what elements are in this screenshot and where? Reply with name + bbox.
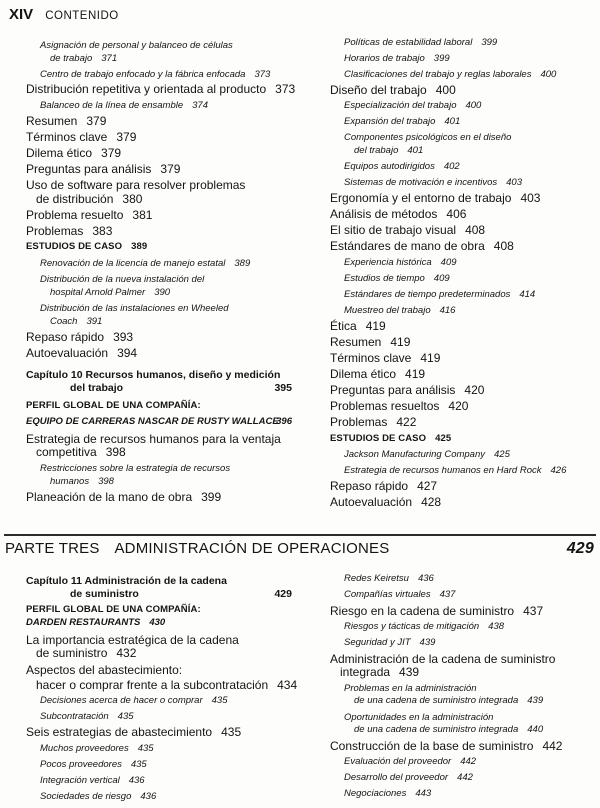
toc-entry-text: Experiencia histórica [344,257,432,268]
toc-entry [26,115,292,127]
toc-entry-page: 435 [137,743,154,754]
toc-entry-text: Problema resuelto [26,208,124,222]
toc-entry-text: Planeación de la mano de obra [26,490,193,504]
toc-entry [26,791,292,803]
toc-column-bottom-right [330,573,588,805]
toc-entry-page: 432 [116,646,137,660]
toc-entry [330,336,588,348]
toc-entry-text: Horarios de trabajo [344,53,425,64]
toc-entry-text: Integración vertical [40,775,120,786]
toc-entry-text: Ergonomía y el entorno de trabajo [330,191,512,205]
toc-entry-text: ESTUDIOS DE CASO [26,241,123,252]
toc-entry-page: 389 [234,258,251,269]
toc-entry-text: Estudios de tiempo [344,273,425,284]
toc-entry-page: 437 [439,589,456,600]
toc-entry-text: Autoevaluación [26,346,109,360]
toc-entry [26,604,292,616]
toc-entry [26,617,292,629]
toc-entry-page: 439 [419,637,436,648]
toc-entry-text: de suministro [36,646,108,660]
toc-entry [330,496,588,508]
toc-entry [330,465,588,477]
toc-entry-page: 420 [448,399,469,413]
toc-entry-page: 383 [92,224,113,238]
toc-entry-page: 419 [365,319,386,333]
toc-entry-text: Centro de trabajo enfocado y la fábrica enfocada [40,69,246,80]
toc-entry-text: ESTUDIOS DE CASO [330,433,427,444]
toc-entry [26,759,292,771]
toc-entry-text: Distribución de la nueva instalación del [40,274,205,285]
toc-entry [330,37,588,49]
toc-entry [26,82,296,96]
toc-entry-page: 379 [116,130,137,144]
toc-entry-text: del trabajo [354,145,399,156]
toc-entry-text: Subcontratación [40,711,109,722]
toc-entry [330,116,588,128]
toc-entry-text: Capítulo 10 Recursos humanos, diseño y medición [26,369,281,381]
toc-entry-page: 400 [465,100,482,111]
toc-entry-page: 437 [523,604,544,618]
toc-entry-text: Negociaciones [344,788,407,799]
toc-entry-page: 439 [399,665,420,679]
toc-entry-page: 380 [122,192,143,206]
toc-entry-text: Equipos autodirigidos [344,161,435,172]
toc-entry-text: Riesgos y tácticas de mitigación [344,621,480,632]
toc-entry-text: Términos clave [330,351,412,365]
toc-entry-text: Renovación de la licencia de manejo estatal [40,258,226,269]
toc-entry [330,605,588,617]
toc-column-bottom-left [26,573,298,805]
toc-entry [26,163,292,175]
toc-entry-text: Sistemas de motivación e incentivos [344,177,498,188]
toc-entry [26,726,292,738]
toc-entry-page: 430 [149,617,166,628]
part-label: PARTE TRES [5,540,100,557]
toc-entry-page: 389 [131,241,148,252]
toc-entry [330,683,588,695]
toc-entry-text: de trabajo [50,53,93,64]
toc-entry-page: 438 [488,621,505,632]
toc-entry-text: Jackson Manufacturing Company [344,449,485,460]
toc-entry-page: 409 [433,273,450,284]
toc-entry [330,161,588,173]
toc-entry [26,400,292,412]
toc-entry-text: Oportunidades en la administración [344,712,494,723]
toc-entry [26,678,298,692]
toc-entry-page: 435 [221,725,242,739]
toc-entry-text: Repaso rápido [330,479,409,493]
toc-entry-text: Restricciones sobre la estrategia de recursos [40,463,231,474]
toc-entry-page: 434 [277,678,298,692]
toc-entry-text: Capítulo 11 Administración de la cadena [26,575,227,587]
toc-entry-text: Muchos proveedores [40,743,129,754]
toc-entry-text: Seis estrategias de abastecimiento [26,725,213,739]
toc-entry [330,289,588,301]
toc-entry-page: 399 [481,37,498,48]
toc-entry-page: 436 [128,775,145,786]
toc-entry-page: 395 [274,382,292,394]
toc-entry-text: hacer o comprar frente a la subcontratación [36,678,269,692]
toc-entry-text: Políticas de estabilidad laboral [344,37,473,48]
toc-entry-text: competitiva [36,445,97,459]
toc-entry [26,446,292,458]
toc-entry-text: Clasificaciones del trabajo y reglas laborales [344,69,532,80]
toc-entry-text: PERFIL GLOBAL DE UNA COMPAÑÍA: [26,400,201,411]
toc-entry-text: Expansión del trabajo [344,116,436,127]
toc-entry-text: DARDEN RESTAURANTS [26,617,141,628]
toc-entry [330,240,588,252]
toc-entry [330,352,588,364]
toc-entry-text: Administración de la cadena de suministro [330,652,556,666]
toc-entry-page: 403 [520,191,541,205]
toc-entry-text: Estándares de mano de obra [330,239,485,253]
toc-entry-text: Decisiones acerca de hacer o comprar [40,695,203,706]
toc-entry-page: 419 [390,335,411,349]
toc-entry-page: 443 [415,788,432,799]
toc-entry-page: 436 [417,573,434,584]
toc-entry [26,695,292,707]
toc-entry [330,740,588,752]
toc-entry-page: 408 [465,223,486,237]
toc-entry [26,463,292,475]
toc-entry-text: Aspectos del abastecimiento: [26,663,183,677]
toc-entry-page: 373 [275,82,296,96]
toc-entry [26,209,292,221]
toc-entry-page: 400 [435,83,456,97]
toc-entry-page: 420 [464,383,485,397]
toc-entry-page: 419 [405,367,426,381]
toc-entry [26,287,292,299]
toc-entry [330,100,588,112]
toc-entry [26,347,292,359]
toc-entry-page: 379 [86,114,107,128]
toc-entry [26,69,292,81]
toc-entry [330,712,588,724]
toc-entry [330,224,588,236]
toc-entry-page: 435 [211,695,228,706]
toc-entry-text: Compañías virtuales [344,589,431,600]
toc-entry [330,724,588,736]
toc-entry [26,491,292,503]
toc-entry-text: Evaluación del proveedor [344,756,452,767]
toc-entry-text: Resumen [330,335,382,349]
toc-entry-text: de distribución [36,192,114,206]
toc-entry [330,695,588,707]
toc-entry [26,647,292,659]
part-heading [5,540,596,560]
toc-entry-page: 371 [101,53,118,64]
toc-entry [26,588,292,600]
toc-entry-text: Autoevaluación [330,495,413,509]
toc-entry [26,711,292,723]
toc-entry-text: Desarrollo del proveedor [344,772,449,783]
toc-entry [26,416,292,428]
toc-entry-text: integrada [340,665,391,679]
toc-entry-page: 398 [98,476,114,487]
toc-entry [26,743,292,755]
toc-entry [26,433,292,445]
toc-entry-text: EQUIPO DE CARRERAS NASCAR DE RUSTY WALLACE [26,416,279,427]
toc-entry-page: 429 [274,588,292,600]
toc-entry-page: 403 [506,177,522,188]
toc-entry-page: 436 [140,791,157,802]
toc-entry-text: Asignación de personal y balanceo de células [40,40,233,51]
section-title: CONTENIDO [45,10,119,22]
toc-entry [330,653,588,665]
toc-entry-page: 439 [527,695,544,706]
toc-entry [26,369,292,381]
toc-entry [330,320,588,332]
toc-entry [330,788,588,800]
toc-entry-text: Ética [330,319,357,333]
toc-entry-text: Sociedades de riesgo [40,791,132,802]
toc-entry-text: Pocos proveedores [40,759,122,770]
toc-entry-page: 393 [113,330,134,344]
part-page: 429 [566,540,594,557]
toc-entry-page: 394 [117,346,138,360]
toc-entry-text: Problemas resueltos [330,399,440,413]
toc-entry-text: Análisis de métodos [330,207,438,221]
toc-entry-page: 400 [540,69,557,80]
toc-entry-text: Resumen [26,114,78,128]
toc-entry-text: Muestreo del trabajo [344,305,431,316]
toc-column-top-left [26,37,296,507]
toc-entry-page: 440 [527,724,544,735]
toc-entry [26,664,292,676]
toc-entry [26,147,292,159]
toc-entry-text: El sitio de trabajo visual [330,223,457,237]
toc-entry-text: Preguntas para análisis [26,162,152,176]
toc-entry-text: Dilema ético [330,367,397,381]
toc-entry [26,40,292,52]
toc-entry-text: de una cadena de suministro integrada [354,724,519,735]
toc-entry-page: 419 [420,351,441,365]
toc-entry [330,756,588,768]
toc-entry-text: Estrategia de recursos humanos para la ventaja [26,432,281,446]
toc-entry [26,131,292,143]
toc-entry [26,241,292,253]
toc-entry [330,305,588,317]
toc-entry [330,257,588,269]
toc-entry-text: de suministro [70,588,139,600]
part-divider-rule [4,534,596,536]
toc-entry [26,100,292,112]
toc-entry [330,368,588,380]
toc-entry-page: 402 [443,161,460,172]
toc-entry-text: Dilema ético [26,146,93,160]
toc-entry-page: 422 [396,415,417,429]
toc-entry [330,177,588,189]
toc-entry [330,573,588,585]
toc-entry-text: Construcción de la base de suministro [330,739,534,753]
toc-entry-text: Riesgo en la cadena de suministro [330,604,515,618]
toc-entry-page: 442 [542,739,563,753]
toc-entry-page: 398 [105,445,126,459]
toc-entry-text: Balanceo de la línea de ensamble [40,100,184,111]
toc-entry-text: humanos [50,476,90,487]
toc-entry [330,621,588,633]
toc-entry [26,476,292,488]
toc-entry [330,449,588,461]
toc-entry-page: 442 [457,772,473,783]
toc-entry-text: Distribución repetitiva y orientada al producto [26,82,267,96]
toc-entry-page: 435 [117,711,134,722]
toc-entry [330,84,588,96]
toc-entry [26,274,292,286]
toc-entry [26,193,292,205]
toc-entry-text: Redes Keiretsu [344,573,409,584]
toc-entry [330,433,588,445]
toc-entry-text: La importancia estratégica de la cadena [26,633,239,647]
toc-entry-text: Distribución de las instalaciones en Wheeled [40,303,229,314]
toc-entry [26,775,292,787]
toc-entry-text: PERFIL GLOBAL DE UNA COMPAÑÍA: [26,604,201,615]
toc-entry-page: 401 [407,145,424,156]
toc-entry [26,331,292,343]
toc-entry-page: 425 [494,449,510,460]
toc-entry-text: hospital Arnold Palmer [50,287,146,298]
toc-entry-page: 399 [201,490,222,504]
toc-entry [330,273,588,285]
toc-entry-page: 390 [154,287,171,298]
toc-entry [330,192,588,204]
toc-entry-page: 435 [130,759,147,770]
toc-entry-text: Problemas en la administración [344,683,477,694]
toc-entry-text: Términos clave [26,130,108,144]
toc-entry-text: Estándares de tiempo predeterminados [344,289,511,300]
toc-entry-text: Uso de software para resolver problemas [26,178,246,192]
toc-entry-page: 406 [446,207,467,221]
toc-entry-text: Preguntas para análisis [330,383,456,397]
toc-entry [26,303,292,315]
toc-entry-page: 414 [519,289,536,300]
toc-entry-text: del trabajo [70,382,124,394]
toc-entry [330,208,588,220]
toc-entry-text: Problemas [26,224,84,238]
toc-entry-page: 408 [493,239,514,253]
toc-entry [26,53,292,65]
toc-entry [330,53,588,65]
toc-entry [330,666,588,678]
toc-entry-page: 381 [132,208,153,222]
toc-entry-text: Repaso rápido [26,330,105,344]
toc-entry-page: 401 [444,116,461,127]
toc-entry-page: 399 [433,53,450,64]
toc-entry-text: Seguridad y JIT [344,637,411,648]
toc-entry-text: Componentes psicológicos en el diseño [344,132,512,143]
toc-entry [330,132,588,144]
toc-entry-text: Coach [50,316,78,327]
toc-entry [330,637,588,649]
toc-entry-page: 426 [550,465,567,476]
toc-entry [330,480,588,492]
toc-entry-page: 427 [417,479,438,493]
toc-entry-page: 396 [276,416,292,427]
toc-entry-text: Estrategia de recursos humanos en Hard Rock [344,465,542,476]
toc-entry-text: de una cadena de suministro integrada [354,695,519,706]
toc-entry [330,384,588,396]
toc-entry-page: 428 [421,495,442,509]
toc-entry [26,258,292,270]
page-number: XIV [9,6,34,23]
toc-entry-page: 409 [440,257,457,268]
toc-entry [26,225,292,237]
running-header [9,6,119,22]
toc-column-top-right [330,37,588,517]
toc-entry-page: 373 [254,69,271,80]
toc-entry [330,69,588,81]
toc-entry [330,416,588,428]
toc-entry-page: 425 [435,433,452,444]
toc-entry-page: 416 [439,305,456,316]
toc-entry-text: Especialización del trabajo [344,100,457,111]
toc-entry [26,179,292,191]
toc-entry-page: 379 [160,162,181,176]
toc-entry [330,145,588,157]
toc-entry-page: 379 [101,146,122,160]
toc-entry [26,382,292,394]
toc-entry [330,589,588,601]
toc-entry [330,772,588,784]
toc-entry-text: Problemas [330,415,388,429]
part-title: ADMINISTRACIÓN DE OPERACIONES [114,540,390,557]
toc-entry [26,634,292,646]
toc-entry-page: 374 [192,100,208,111]
toc-entry-page: 391 [86,316,103,327]
toc-entry-text: Diseño del trabajo [330,83,427,97]
toc-entry [330,400,588,412]
toc-entry-page: 442 [460,756,477,767]
toc-entry [26,316,292,328]
toc-entry [26,575,292,587]
